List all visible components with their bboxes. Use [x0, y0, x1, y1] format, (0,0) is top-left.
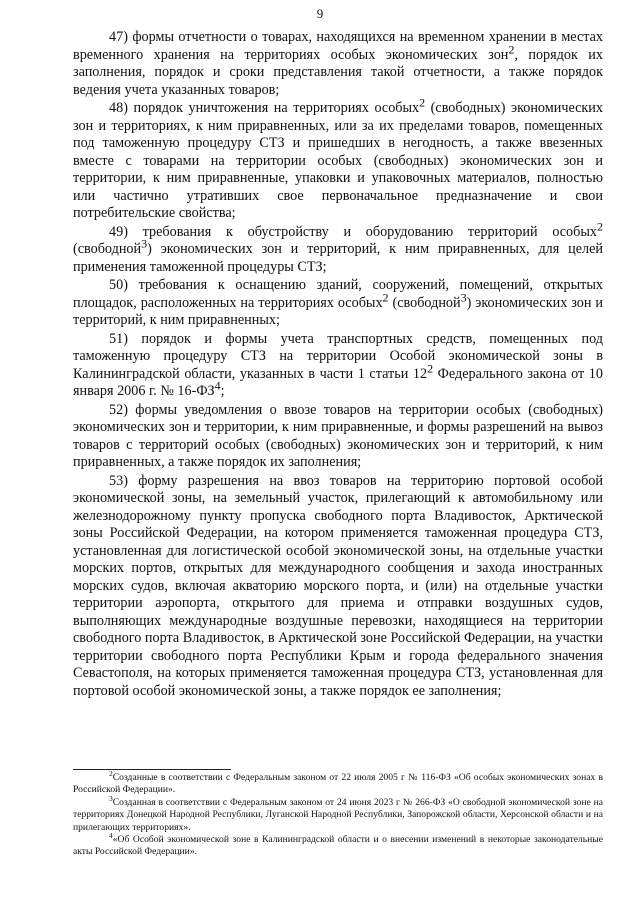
footnote-ref: 2 [508, 41, 515, 56]
footnote-mark: 3 [109, 793, 113, 803]
footnote-ref: 4 [214, 378, 221, 393]
item-text: требования к обустройству и оборудованию территорий особых [142, 223, 597, 240]
list-item [73, 29, 603, 99]
footnote-text: «Об Особой экономической зоне в Калининградской области и о внесении изменений в некоторые законодательные акты Российской Федерации». [73, 834, 603, 858]
item-text: (свободных) экономических зон и территориях, к ним приравненных, или за их пределами товаров, помещенных под таможенную процедуру СТЗ и пришедших в негодность, а также ввезенных вместе с товарами на территории особых (свободных) экономических зон и территории, к ним приравненные, упаковки и упаковочных материалов, полностью или частично утративших свое первоначальное предназначение и свои потребительские свойства; [73, 100, 603, 221]
item-text: формы отчетности о товарах, находящихся на временном хранении в местах временного хранения на территориях особых экономических зон [73, 29, 604, 63]
footnote-ref: 2 [382, 289, 389, 304]
item-text: (свободной [388, 294, 461, 311]
footnote-text: Созданная в соответствии с Федеральным законом от 24 июня 2023 г № 266-ФЗ «О свободной экономической зоне на территориях Донецкой Народной Республики, Луганской Народной Республики, Запорожской области, Херсонской области и на прилегающих территориях». [73, 796, 603, 833]
list-item [73, 473, 603, 701]
footnote [73, 830, 603, 859]
item-text: требования к оснащению зданий, сооружений, помещений, открытых площадок, расположенных на территориях особых [73, 277, 604, 311]
list-item [73, 277, 603, 330]
footnote-mark: 4 [109, 830, 113, 840]
item-text: (свободной [73, 241, 142, 257]
item-number: 50) [109, 277, 128, 293]
footnote-ref: 3 [141, 236, 148, 251]
item-text: порядок уничтожения на территориях особых [133, 100, 420, 116]
item-text: формы уведомления о ввозе товаров на территории особых (свободных) экономических зон и территории, к ним приравненные, и формы разрешений на вывоз товаров с территорий особых (свободных) экономических зон и территорий, к ним приравненных, а также порядок их заполнения; [73, 401, 604, 470]
item-text: форму разрешения на ввоз товаров на территорию портовой особой экономической зоны, на земельный участок, прилегающий к автомобильному или железнодорожному пункту пропуска свободного порта Владивосток, Арктической зоны Российской Федерации, на котором применяется таможенная процедура СТЗ, установленная для логистической особой экономической зоны, на отдельные участки морских портов, открытых для международного сообщения и захода иностранных морских судов, включая акваторию морского порта, и (или) на отдельные участки территории аэропорта, открытого для приема и отправки воздушных судов, выполняющих международные воздушные перевозки, находящиеся на территории свободного порта Владивосток, в Арктической зоне Российской Федерации, на участки территории свободного порта Республики Крым и города федерального значения Севастополя, на которых применяется таможенная процедура СТЗ, установленная для портовой особой экономической зоны, а также порядок ее заполнения; [73, 472, 603, 699]
item-number: 52) [109, 401, 128, 418]
footnotes [73, 768, 603, 859]
item-number: 51) [109, 330, 128, 347]
item-text: порядок и формы учета транспортных средств, помещенных под таможенную процедуру СТЗ на территории Особой экономической зоны в Калининградской области, указанных в части 1 статьи 12 [73, 330, 603, 382]
document-body [73, 29, 603, 701]
item-text: ) экономических зон и территорий, к ним приравненных; [73, 294, 604, 328]
footnote [73, 793, 603, 834]
footnote-ref: 2 [597, 218, 603, 233]
footnote-ref: 2 [427, 360, 434, 375]
item-number: 47) [109, 29, 128, 45]
list-item [73, 218, 603, 277]
list-item [73, 95, 603, 223]
footnote-mark: 2 [109, 768, 113, 778]
list-item [73, 402, 603, 472]
item-text: , порядок их заполнения, порядок и сроки представления такой отчетности, а также порядок ведения учета указанных товаров; [73, 46, 603, 98]
page-number: 9 [316, 6, 324, 21]
item-text: ) экономических зон и территорий, к ним приравненных, для целей применения таможенной процедуры СТЗ; [73, 241, 603, 275]
footnote-ref: 2 [419, 95, 426, 110]
footnote-text: Созданные в соответствии с Федеральным законом от 22 июля 2005 г № 116-ФЗ «Об особых экономических зонах в Российской Федерации». [73, 772, 603, 796]
list-item [73, 331, 603, 401]
item-text: ; [220, 383, 225, 399]
footnote-ref: 3 [460, 289, 467, 304]
item-number: 49) [109, 223, 128, 240]
item-text: Федерального закона от 10 января 2006 г. № 16-ФЗ [73, 365, 603, 399]
footnote [73, 768, 603, 797]
item-number: 53) [109, 472, 128, 489]
footnote-divider [73, 769, 231, 770]
item-number: 48) [109, 100, 128, 116]
